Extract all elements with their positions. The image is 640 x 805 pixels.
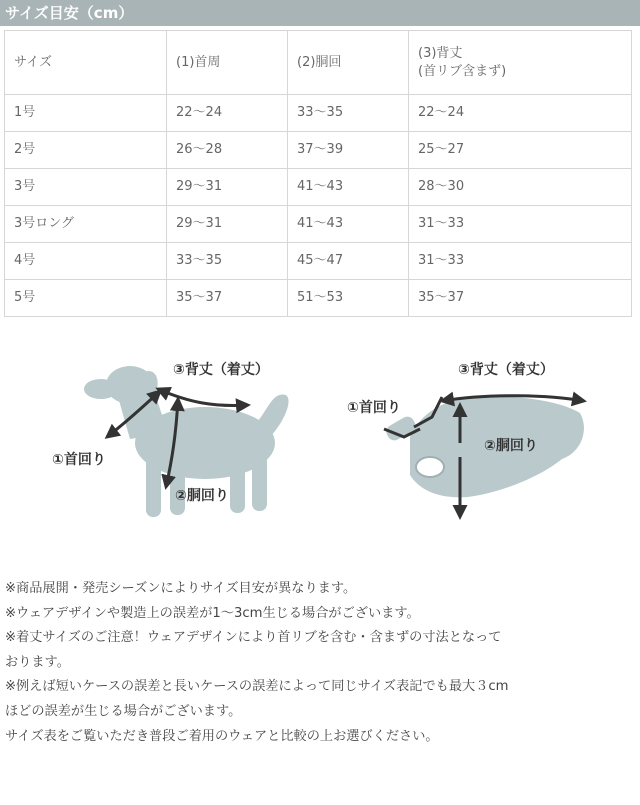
table-header-row <box>5 31 632 95</box>
cell-neck: 26～28 <box>167 132 288 169</box>
note-line: ※例えば短いケースの誤差と長いケースの誤差によって同じサイズ表記でも最大３cm <box>5 679 509 695</box>
cell-size: 2号 <box>5 132 167 169</box>
note-line: ※ウェアデザインや製造上の誤差が1～3cm生じる場合がございます。 <box>5 605 420 621</box>
cell-chest: 45～47 <box>288 243 409 280</box>
measurement-diagrams <box>0 345 640 545</box>
cell-size: 3号 <box>5 169 167 206</box>
cell-chest: 37～39 <box>288 132 409 169</box>
column-header-back-length <box>409 31 632 95</box>
cell-size: 3号ロング <box>5 206 167 243</box>
column-header-back-length-line1: (3)背丈 <box>418 45 463 61</box>
dog-chest-label: ②胴回り <box>175 488 229 504</box>
cell-chest: 41～43 <box>288 206 409 243</box>
note-line: ほどの誤差が生じる場合がございます。 <box>5 703 242 719</box>
garment-arm-hole <box>416 457 444 477</box>
cell-neck: 29～31 <box>167 206 288 243</box>
garment-neck-label: ①首回り <box>347 400 401 416</box>
column-header-neck: (1)首周 <box>167 31 288 95</box>
note-line: ※商品展開・発売シーズンによりサイズ目安が異なります。 <box>5 581 357 596</box>
cell-chest: 41～43 <box>288 169 409 206</box>
table-row <box>5 169 632 206</box>
cell-neck: 33～35 <box>167 243 288 280</box>
garment-chest-label: ②胴回り <box>484 438 538 454</box>
column-header-back-length-line2: (首リブ含まず) <box>418 63 507 79</box>
cell-back-length: 25～27 <box>409 132 632 169</box>
cell-neck: 29～31 <box>167 169 288 206</box>
size-guide-header <box>0 0 640 26</box>
cell-back-length: 28～30 <box>409 169 632 206</box>
cell-back-length: 35～37 <box>409 280 632 317</box>
table-row <box>5 95 632 132</box>
note-line: サイズ表をご覧いただき普段ご着用のウェアと比較の上お選びください。 <box>5 728 439 744</box>
cell-back-length: 31～33 <box>409 206 632 243</box>
dog-back-length-label: ③背丈（着丈） <box>173 362 269 378</box>
note-line: おります。 <box>5 654 70 670</box>
cell-back-length: 31～33 <box>409 243 632 280</box>
table-row <box>5 280 632 317</box>
cell-back-length: 22～24 <box>409 95 632 132</box>
cell-size: 4号 <box>5 243 167 280</box>
cell-size: 1号 <box>5 95 167 132</box>
cell-neck: 22～24 <box>167 95 288 132</box>
table-row <box>5 243 632 280</box>
cell-chest: 51～53 <box>288 280 409 317</box>
size-notes <box>5 577 635 749</box>
cell-chest: 33～35 <box>288 95 409 132</box>
table-row <box>5 132 632 169</box>
garment-back-length-label: ③背丈（着丈） <box>458 362 554 378</box>
table-row <box>5 206 632 243</box>
dog-neck-label: ①首回り <box>52 452 106 468</box>
column-header-size: サイズ <box>5 31 167 95</box>
note-line: ※着丈サイズのご注意！ウェアデザインにより首リブを含む・含まずの寸法となって <box>5 630 502 646</box>
column-header-chest: (2)胴回 <box>288 31 409 95</box>
size-guide-title: サイズ目安（cm） <box>5 4 134 22</box>
size-table <box>4 30 632 317</box>
cell-size: 5号 <box>5 280 167 317</box>
cell-neck: 35～37 <box>167 280 288 317</box>
